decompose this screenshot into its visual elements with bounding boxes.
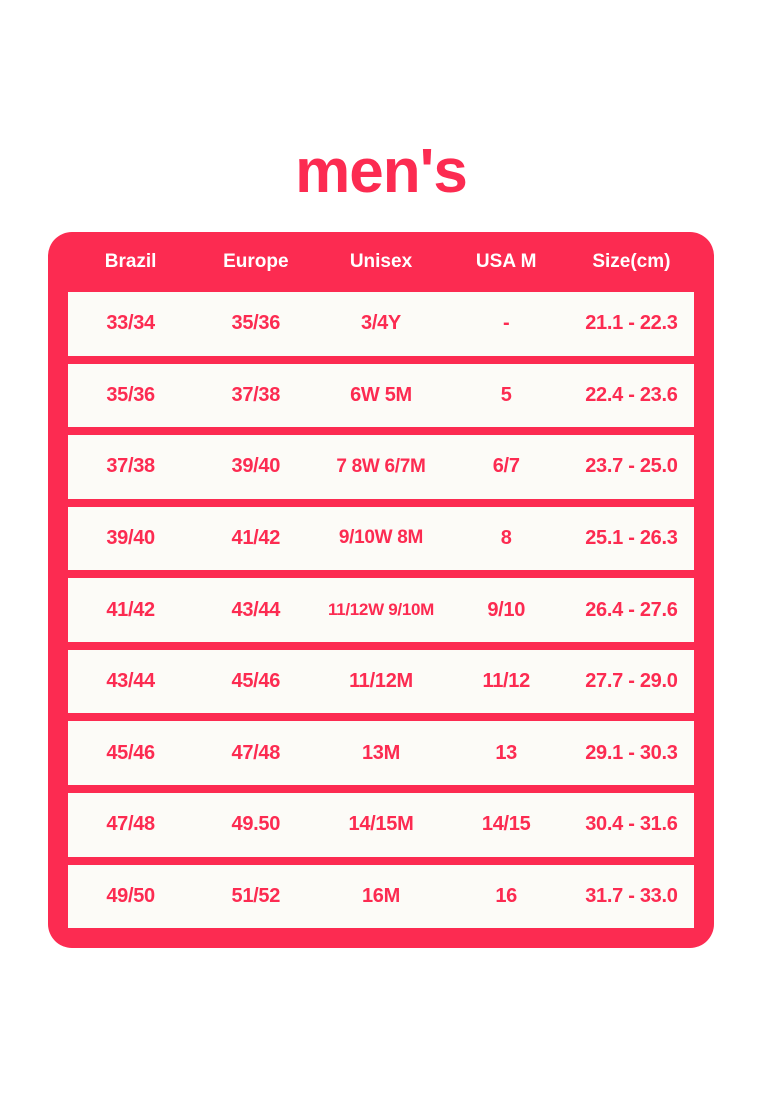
table-cell: 16M [361, 884, 400, 907]
table-cell: 43/44 [106, 670, 155, 693]
table-row [68, 435, 694, 499]
table-cell: 30.4 - 31.6 [585, 813, 678, 836]
table-cell: 31.7 - 33.0 [585, 884, 678, 907]
table-body [68, 292, 694, 928]
table-cell: 11/12M [349, 670, 413, 693]
table-row [68, 364, 694, 428]
table-row [68, 721, 694, 785]
table-cell: 14/15 [481, 813, 531, 836]
mens-size-chart-table [48, 232, 714, 948]
table-cell: 33/34 [106, 312, 155, 335]
table-cell: 51/52 [231, 884, 281, 907]
table-cell: 41/42 [106, 598, 155, 621]
table-cell: 43/44 [231, 598, 281, 621]
table-cell: 6/7 [492, 455, 520, 478]
table-cell: 47/48 [106, 813, 155, 836]
table-cell: 3/4Y [361, 312, 401, 335]
table-cell: 13 [495, 741, 518, 764]
table-cell: 49.50 [231, 813, 281, 836]
table-cell: 13M [361, 741, 400, 764]
table-cell: 11/12 [482, 670, 530, 693]
table-cell: 25.1 - 26.3 [585, 526, 678, 549]
table-cell: 9/10 [487, 598, 526, 621]
table-cell: 49/50 [106, 884, 155, 907]
table-cell: 45/46 [231, 670, 281, 693]
table-row [68, 578, 694, 642]
column-header-europe: Europe [223, 251, 289, 272]
column-header-size-cm: Size(cm) [592, 251, 671, 272]
table-cell: 39/40 [106, 526, 155, 549]
table-row [68, 292, 694, 356]
column-header-usa-m: USA M [475, 251, 537, 272]
table-cell: 8 [500, 526, 512, 549]
column-header-brazil: Brazil [104, 251, 157, 272]
table-cell: 39/40 [231, 455, 281, 478]
table-cell: 21.1 - 22.3 [585, 312, 678, 335]
table-cell: 7 8W 6/7M [336, 455, 426, 477]
table-cell: 9/10W 8M [338, 527, 424, 549]
table-cell: 47/48 [231, 741, 281, 764]
table-cell: 29.1 - 30.3 [585, 741, 678, 764]
table-cell: 41/42 [231, 526, 281, 549]
table-header-row [68, 232, 694, 292]
table-cell: 26.4 - 27.6 [585, 598, 678, 621]
table-cell: 37/38 [106, 455, 155, 478]
table-cell: 5 [500, 383, 512, 406]
table-cell: 11/12W 9/10M [327, 600, 434, 620]
table-cell: 35/36 [106, 383, 155, 406]
table-cell: 35/36 [231, 312, 281, 335]
table-cell: - [503, 312, 510, 335]
table-cell: 6W 5M [350, 383, 412, 406]
table-row [68, 507, 694, 571]
table-cell: 22.4 - 23.6 [585, 383, 678, 406]
table-cell: 45/46 [106, 741, 155, 764]
table-cell: 27.7 - 29.0 [585, 670, 678, 693]
table-cell: 16 [495, 884, 518, 907]
page-title: men's [295, 137, 467, 206]
table-row [68, 650, 694, 714]
column-header-unisex: Unisex [349, 251, 413, 272]
table-cell: 14/15M [348, 813, 414, 836]
table-cell: 37/38 [231, 383, 281, 406]
table-row [68, 865, 694, 929]
table-cell: 23.7 - 25.0 [585, 455, 678, 478]
table-row [68, 793, 694, 857]
